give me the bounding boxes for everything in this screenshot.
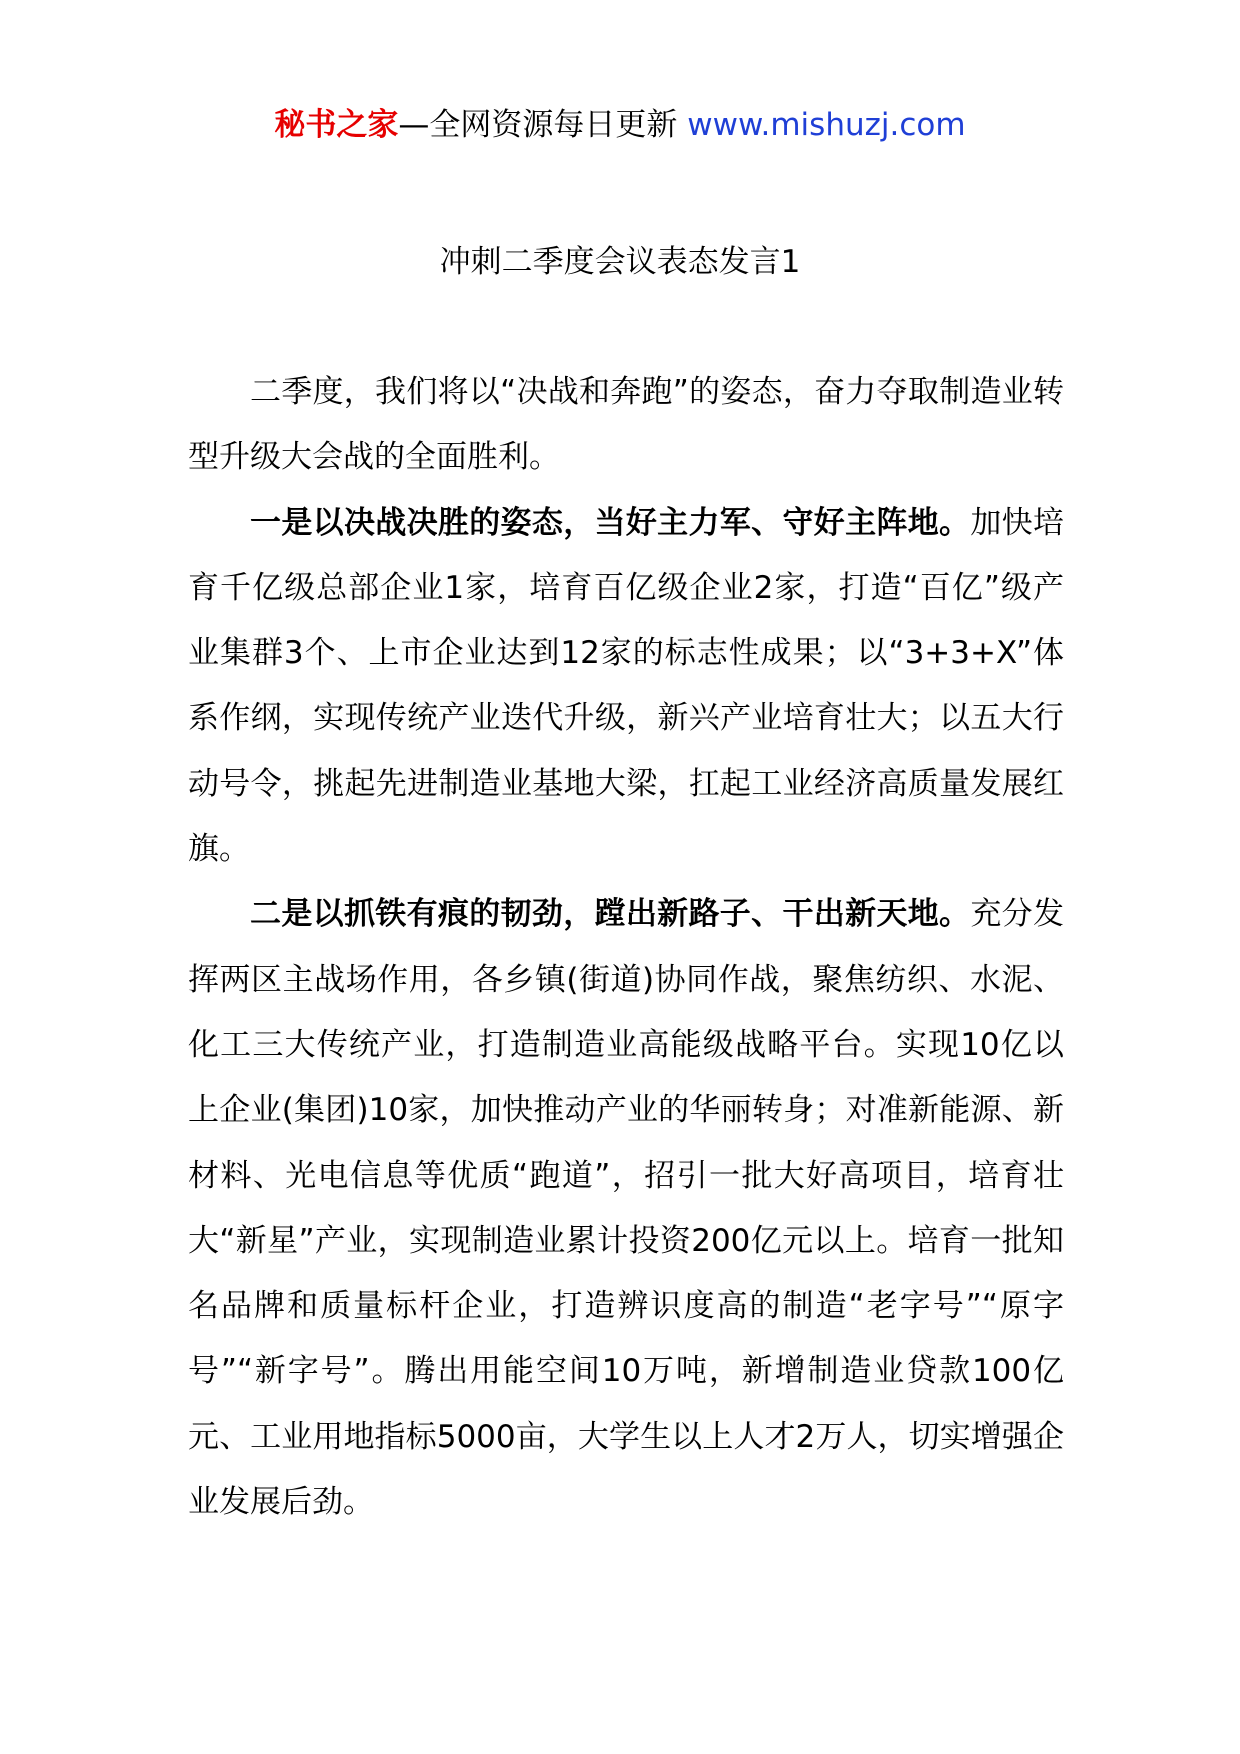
paragraph-text: 充分发挥两区主战场作用，各乡镇(街道)协同作战，聚焦纺织、水泥、化工三大传统产业，打造制造业高能级战略平台。实现10亿以上企业(集团)10家，加快推动产业的华丽转身；对准新能源、新材料、光电信息等优质“跑道”，招引一批大好高项目，培育壮大“新星”产业，实现制造业累计投资200亿元以上。培育一批知名品牌和质量标杆企业，打造辨识度高的制造“老字号”“原字号”“新字号”。腾出用能空间10万吨，新增制造业贷款100亿元、工业用地指标5000亩，大学生以上人才2万人，切实增强企业发展后劲。 — [188, 896, 1064, 1521]
paragraph-text: 加快培育千亿级总部企业1家，培育百亿级企业2家，打造“百亿”级产业集群3个、上市企业达到12家的标志性成果；以“3+3+X”体系作纲，实现传统产业迭代升级，新兴产业培育壮大；以五大行动号令，挑起先进制造业基地大梁，扛起工业经济高质量发展红旗。 — [188, 504, 1064, 868]
paragraph-intro — [188, 360, 1064, 491]
paragraph-point-one — [188, 491, 1064, 883]
website-url: www.mishuzj.com — [687, 107, 966, 143]
header-tagline: —全网资源每日更新 — [398, 107, 688, 143]
paragraph-lead: 二是以抓铁有痕的韧劲，蹚出新路子、干出新天地。 — [250, 896, 971, 933]
site-header — [0, 103, 1240, 147]
paragraph-point-two — [188, 882, 1064, 1535]
document-title: 冲刺二季度会议表态发言1 — [439, 244, 801, 280]
brand-name: 秘书之家 — [274, 107, 399, 143]
paragraph-lead: 一是以决战决胜的姿态，当好主力军、守好主阵地。 — [250, 504, 971, 541]
document-body — [188, 360, 1064, 1535]
paragraph-text: 二季度，我们将以“决战和奔跑”的姿态，奋力夺取制造业转型升级大会战的全面胜利。 — [188, 374, 1064, 476]
